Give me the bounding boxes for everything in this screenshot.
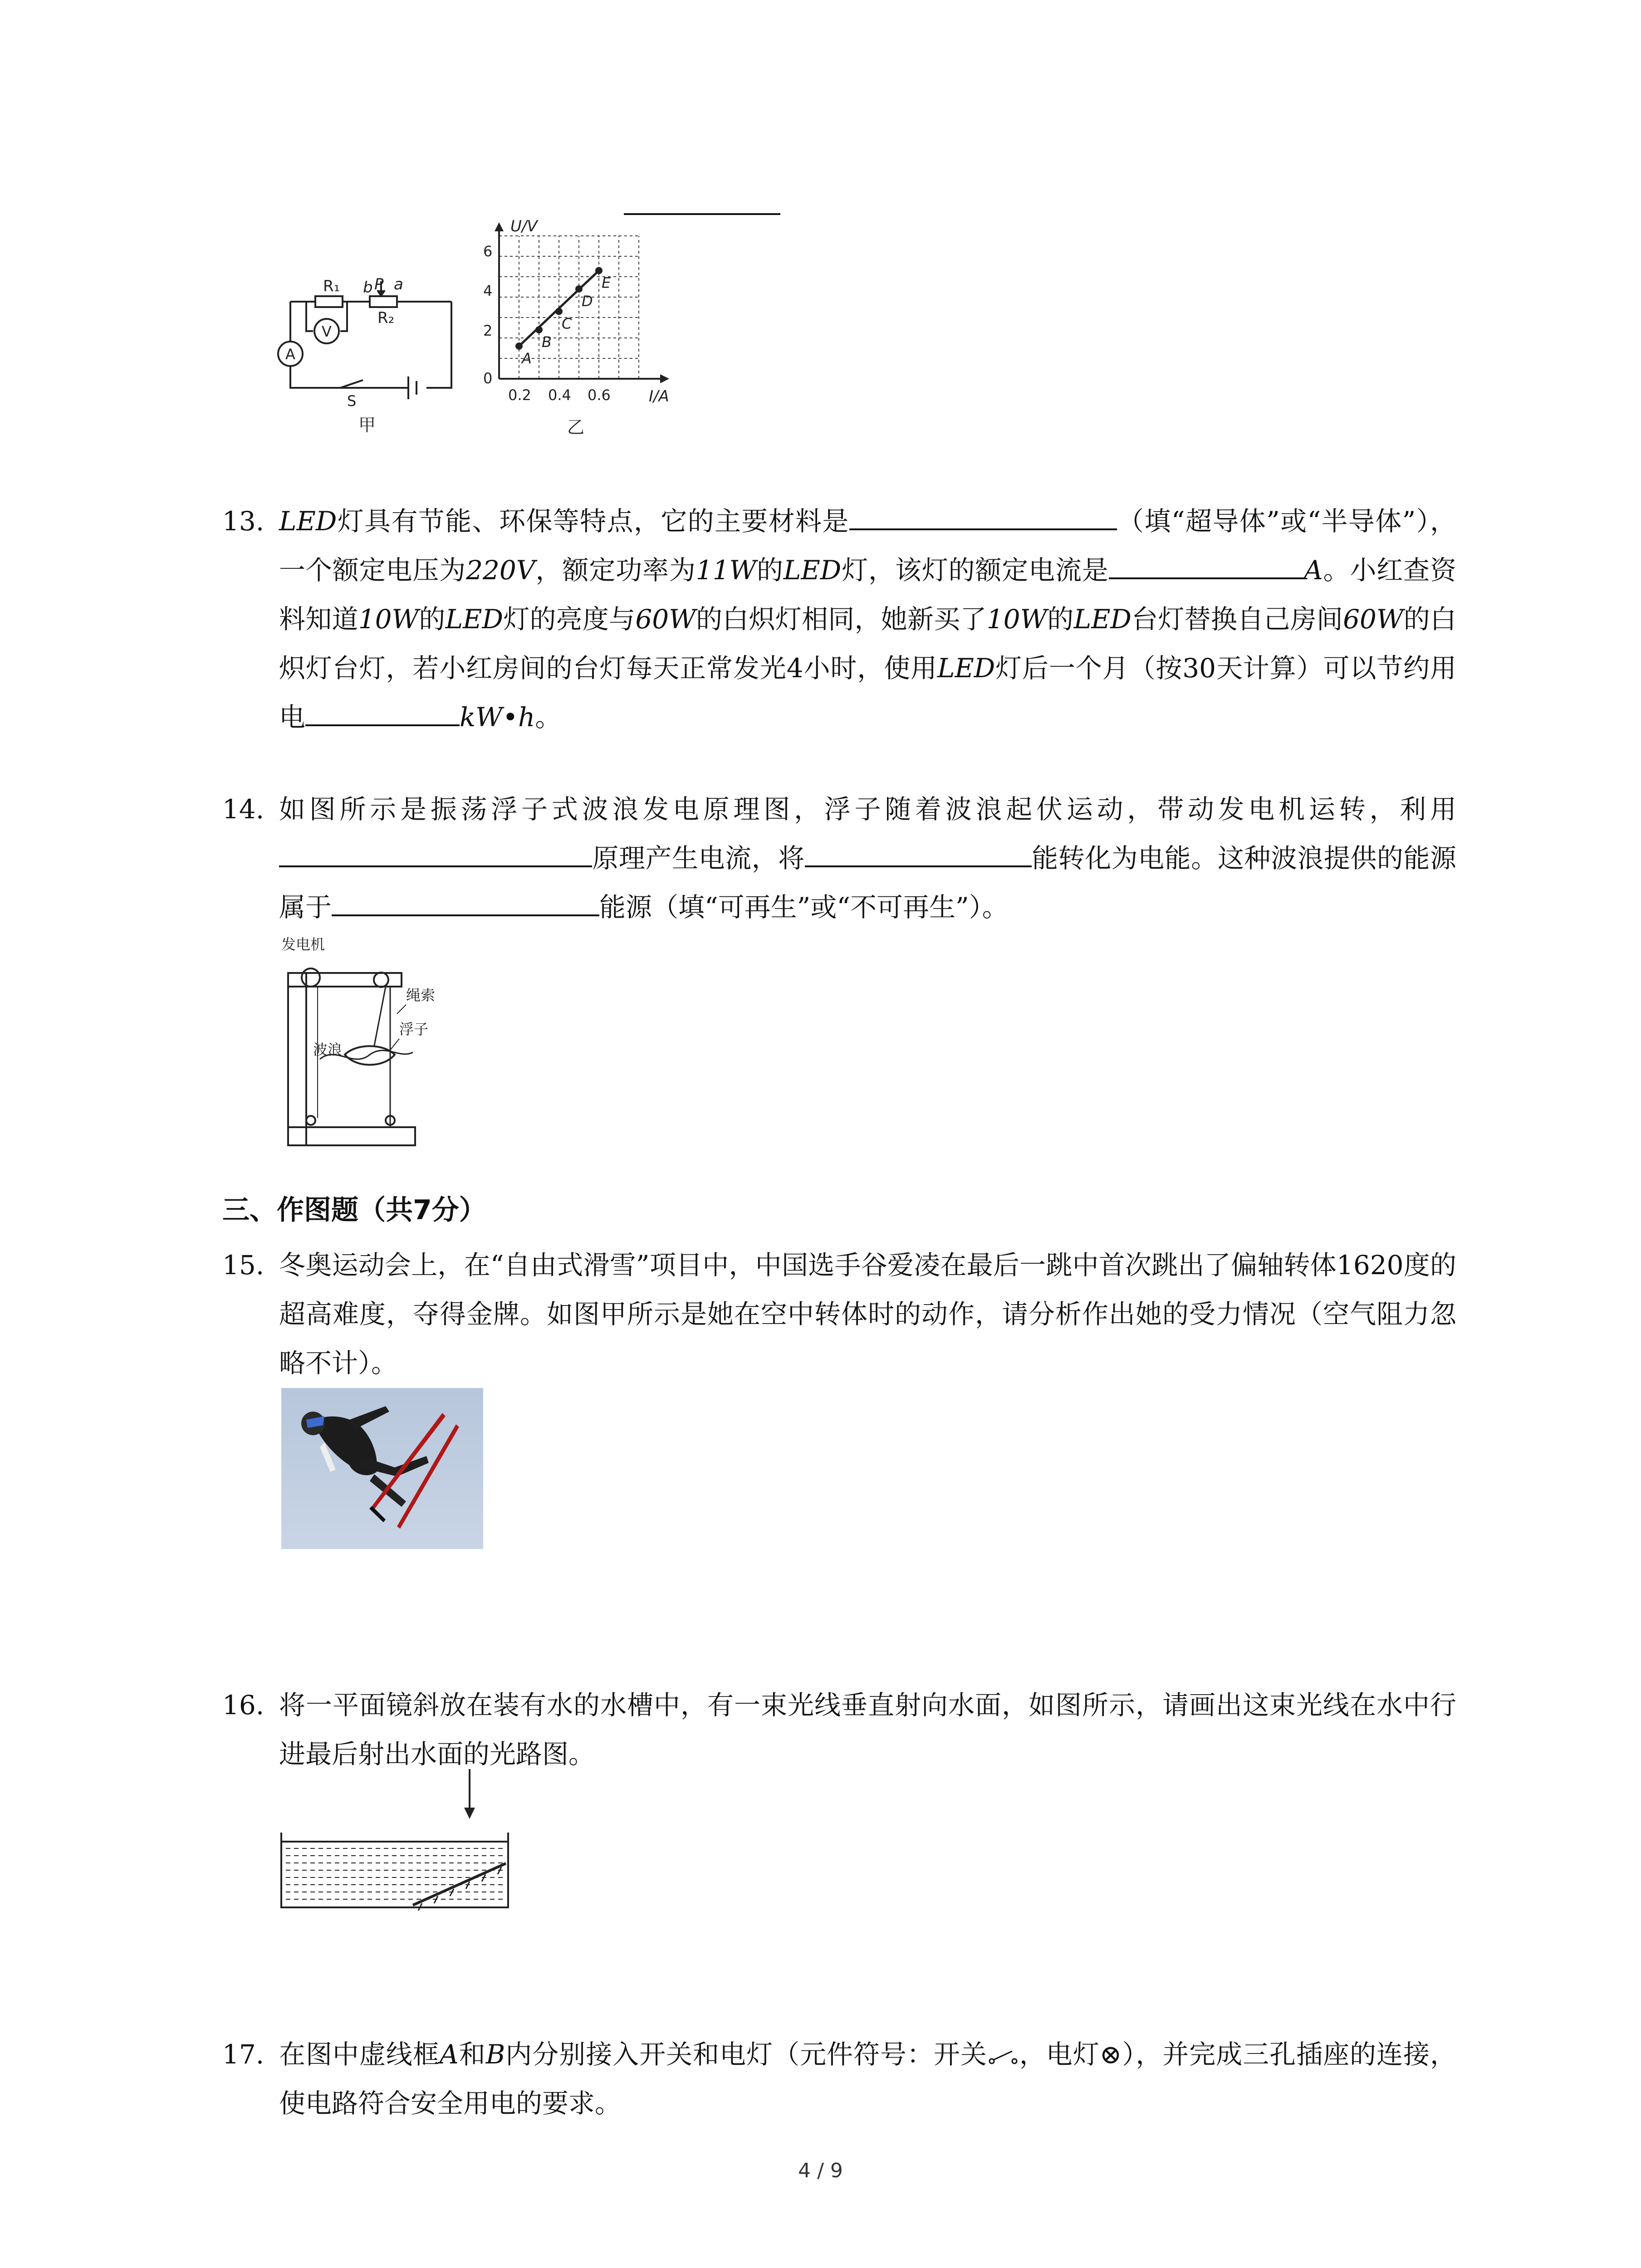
label-a: a [394,275,403,293]
label-generator: 发电机 [281,936,325,953]
ui-graph [495,222,669,383]
question-14 [222,785,1456,932]
answer-blank-energy-form[interactable] [805,836,1032,867]
y-tick-4: 4 [483,282,493,299]
question-text: 如图所示是振荡浮子式波浪发电原理图，浮子随着波浪起伏运动，带动发电机运转，利用原理产生电流，将 能转化为电能。这种波浪提供的能源属于 能源（填“可再生”或“不可再生”）。 [279,794,1456,923]
label-r1: R₁ [323,277,340,295]
question-text: 将一平面镜斜放在装有水的水槽中，有一束光线垂直射向水面，如图所示，请画出这束光线在水中行进最后射出水面的光路图。 [279,1690,1456,1769]
label-p: P [374,275,384,293]
question-number: 16. [222,1690,265,1721]
data-point-E [595,267,603,274]
data-point-A [515,342,523,350]
section-heading: 三、作图题（共7分） [222,1194,486,1226]
page-number: 4 / 9 [798,2159,843,2182]
data-point-D [575,285,583,293]
question-13 [222,497,1456,742]
data-point-C [555,308,563,315]
question-17 [222,2030,1456,2128]
y-tick-6: 6 [483,243,493,260]
x-tick-0.2: 0.2 [508,386,531,404]
answer-blank-material[interactable] [849,499,1117,530]
point-label-A: A [522,350,532,367]
label-voltmeter: V [322,323,332,340]
skier-photo [281,1388,483,1549]
label-wave: 波浪 [313,1041,343,1058]
label-jia: 甲 [358,415,376,435]
question-number: 17. [222,2039,265,2070]
point-label-E: E [602,274,611,292]
point-label-B: B [542,333,552,351]
figure-q14 [277,932,467,1150]
point-label-C: C [562,315,572,332]
question-text: LED灯具有节能、环保等特点，它的主要材料是 （填“超导体”或“半导体”），一个额定电压为220V，额定功率为11W的LED灯，该灯的额定电流是 A。小红查资料知道10W的LED灯的亮度与60W的白炽灯相同，她新买了10W的LED台灯替换自己房间60W的白炽灯台灯，若小红房间的台灯每天正常发光4小时，使用LED灯后一个月（按30天计算）可以节约用电 kW•h。 [279,497,1456,742]
label-switch: S [347,392,357,410]
label-yi: 乙 [567,417,585,437]
question-number: 14. [222,794,265,825]
answer-blank-energy[interactable] [305,694,460,726]
label-rope: 绳索 [406,987,436,1004]
figure-q12 [272,213,717,440]
question-number: 15. [222,1250,265,1281]
label-float: 浮子 [399,1021,429,1038]
question-number: 13. [222,506,265,537]
answer-blank-principle[interactable] [279,836,592,867]
y-tick-2: 2 [483,322,493,339]
y-tick-0: 0 [483,370,493,387]
label-ammeter: A [285,346,295,363]
label-r2: R₂ [377,309,395,327]
answer-blank-current[interactable] [1109,547,1304,579]
figure-q16 [277,1769,513,1919]
data-point-B [535,326,543,333]
switch-symbol-icon [987,2048,1019,2066]
x-tick-0.4: 0.4 [548,386,571,404]
question-text: 冬奥运动会上，在“自由式滑雪”项目中，中国选手谷爱凌在最后一跳中首次跳出了偏轴转体1620度的超高难度，夺得金牌。如图甲所示是她在空中转体时的动作，请分析作出她的受力情况（空气阻力忽略不计）。 [279,1250,1456,1378]
circuit-diagram [278,281,451,399]
question-15 [222,1241,1456,1388]
x-axis-label: I/A [649,387,669,406]
x-tick-0.6: 0.6 [588,386,611,404]
point-label-D: D [582,293,593,310]
y-axis-label: U/V [510,217,538,235]
label-b: b [363,279,373,297]
question-text: 在图中虚线框A和B内分别接入开关和电灯（元件符号：开关 ，电灯⊗），并完成三孔插座的连接，使电路符合安全用电的要求。 [279,2039,1456,2119]
question-16 [222,1681,1456,1779]
answer-blank-energy-type[interactable] [332,885,599,916]
